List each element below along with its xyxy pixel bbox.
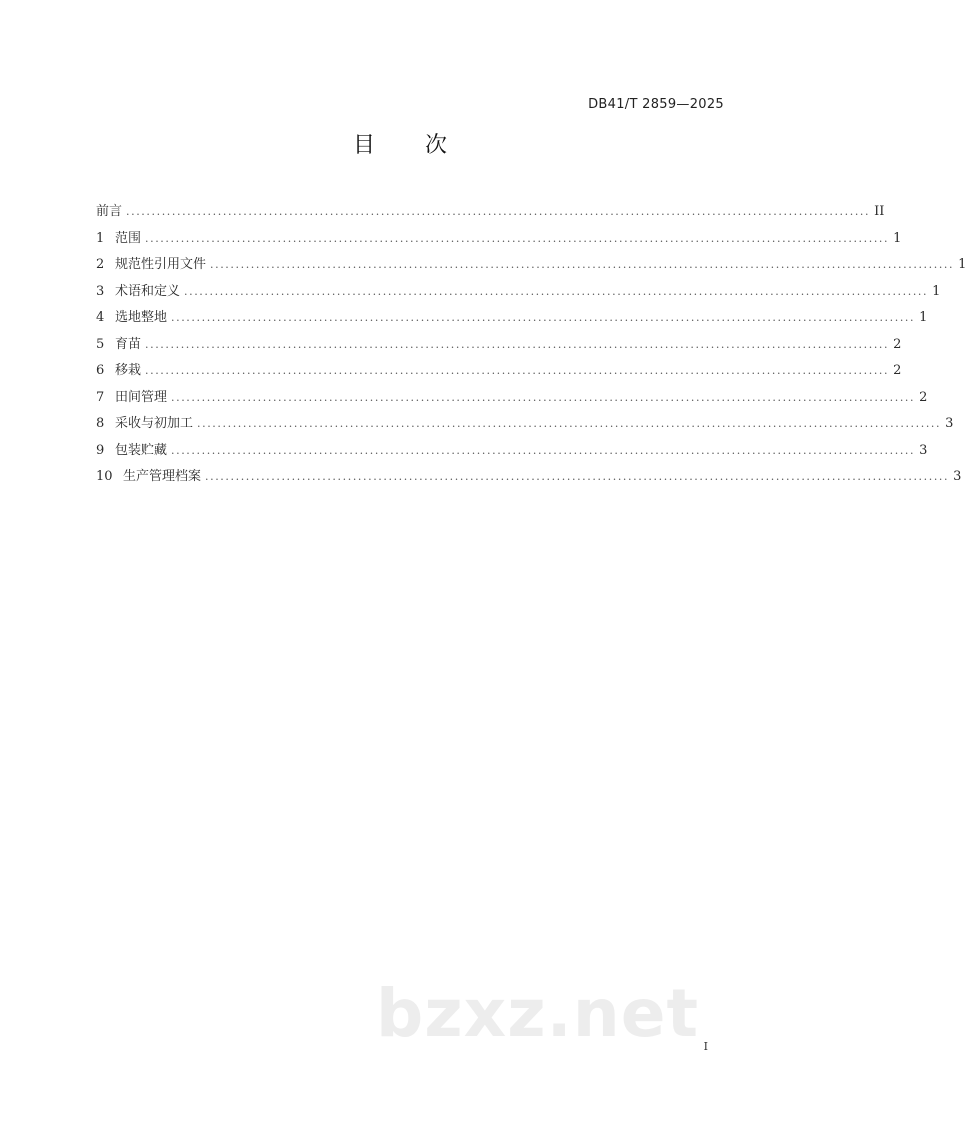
toc-entry-4[interactable]	[96, 306, 928, 333]
toc-entry-label: 规范性引用文件	[115, 257, 207, 272]
toc-entry-5[interactable]	[96, 333, 902, 360]
toc-entry-page: 2	[919, 389, 928, 405]
toc-leader-dots: ..................................................................................................................................................	[210, 258, 955, 271]
toc-entry-label: 采收与初加工	[115, 416, 194, 431]
toc-leader-dots: ..................................................................................................................................................	[171, 443, 916, 457]
toc-entry-number: 2	[96, 257, 105, 272]
toc-entry-6[interactable]	[96, 359, 902, 386]
toc-leader-dots: ..................................................................................................................................................	[126, 205, 871, 218]
toc-entry-10[interactable]	[96, 465, 962, 492]
table-of-contents	[96, 200, 966, 492]
toc-entry-1[interactable]	[96, 227, 902, 254]
toc-entry-page: 3	[945, 416, 954, 431]
toc-entry-page: 2	[893, 336, 902, 352]
toc-leader-dots: ..................................................................................................................................................	[145, 364, 890, 377]
title-char-1: 目	[352, 133, 375, 158]
toc-entry-label: 范围	[115, 230, 142, 246]
toc-entry-label: 术语和定义	[115, 283, 181, 299]
toc-leader-dots: ..................................................................................................................................................	[205, 470, 950, 483]
toc-entry-label: 田间管理	[115, 389, 168, 405]
watermark: bzxz.net	[376, 975, 700, 1052]
document-code: DB41/T 2859—2025	[588, 97, 724, 112]
toc-entry-page: 3	[953, 469, 962, 484]
toc-entry-page: 1	[958, 257, 966, 272]
toc-entry-label: 选地整地	[115, 310, 168, 325]
toc-entry-2[interactable]	[96, 253, 966, 280]
toc-leader-dots: ..................................................................................................................................................	[171, 390, 916, 404]
toc-entry-label: 包装贮藏	[115, 442, 168, 458]
toc-entry-page: II	[874, 204, 885, 219]
title-char-2: 次	[425, 133, 448, 158]
toc-entry-number: 3	[96, 283, 105, 299]
toc-leader-dots: ..................................................................................................................................................	[145, 231, 890, 245]
page-title	[0, 128, 800, 159]
toc-entry-3[interactable]	[96, 280, 941, 307]
toc-entry-number: 5	[96, 336, 105, 352]
toc-leader-dots: ..................................................................................................................................................	[145, 337, 890, 351]
toc-entry-number: 6	[96, 363, 105, 378]
toc-entry-label: 前言	[96, 204, 123, 219]
toc-entry-foreword[interactable]	[96, 200, 885, 227]
toc-entry-page: 1	[893, 230, 902, 246]
toc-entry-page: 1	[932, 283, 941, 299]
toc-entry-number: 7	[96, 389, 105, 405]
toc-entry-page: 2	[893, 363, 902, 378]
toc-entry-8[interactable]	[96, 412, 954, 439]
toc-leader-dots: ..................................................................................................................................................	[171, 311, 916, 324]
toc-entry-number: 10	[96, 469, 113, 484]
page-number: I	[703, 1040, 708, 1053]
toc-entry-label: 生产管理档案	[123, 469, 202, 484]
toc-entry-number: 1	[96, 230, 105, 246]
toc-leader-dots: ..................................................................................................................................................	[184, 284, 929, 298]
toc-entry-7[interactable]	[96, 386, 928, 413]
toc-entry-9[interactable]	[96, 439, 928, 466]
toc-entry-number: 8	[96, 416, 105, 431]
toc-entry-page: 3	[919, 442, 928, 458]
toc-entry-page: 1	[919, 310, 928, 325]
toc-leader-dots: ..................................................................................................................................................	[197, 417, 942, 430]
toc-entry-label: 移栽	[115, 363, 142, 378]
toc-entry-number: 9	[96, 442, 105, 458]
toc-entry-number: 4	[96, 310, 105, 325]
toc-entry-label: 育苗	[115, 336, 142, 352]
